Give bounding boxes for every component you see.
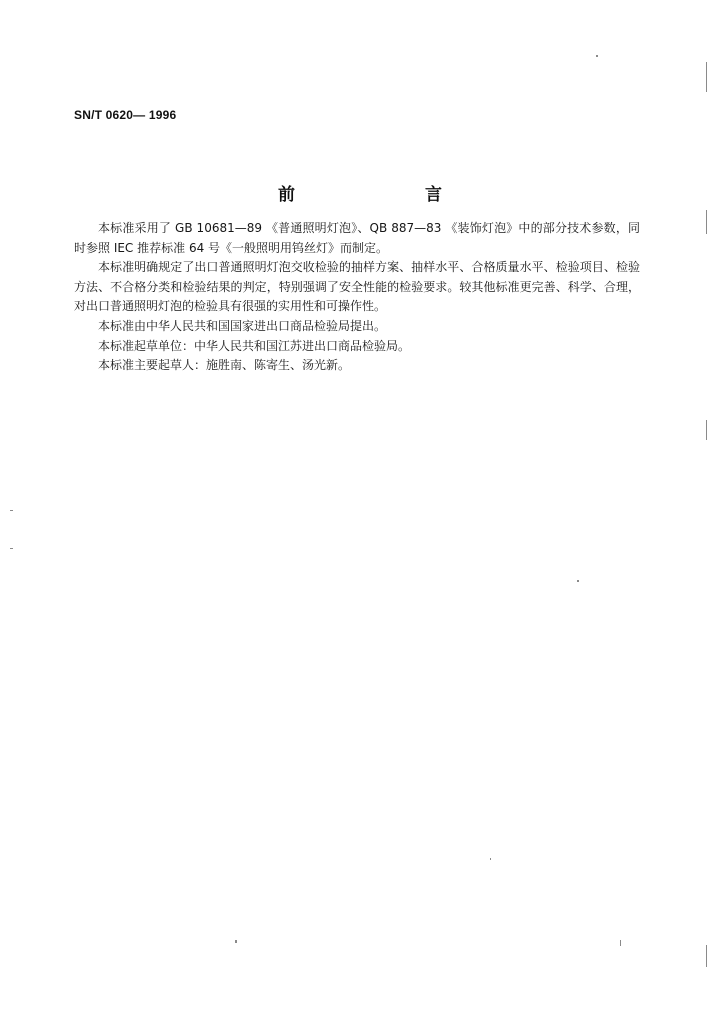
foreword-body: [74, 219, 640, 376]
scan-speck: [620, 940, 621, 946]
scan-edge-mark: [706, 62, 707, 92]
scan-speck: [490, 858, 491, 860]
scan-speck: [10, 510, 13, 511]
paragraph: 本标准主要起草人：施胜南、陈寄生、汤光新。: [98, 358, 351, 373]
standard-code: SN/T 0620— 1996: [74, 108, 177, 122]
paragraph: 本标准起草单位：中华人民共和国江苏进出口商品检验局。: [98, 338, 411, 353]
page-title: 前 言: [278, 185, 504, 205]
scan-edge-mark: [706, 420, 707, 440]
scan-edge-mark: [706, 210, 707, 234]
scan-speck: [596, 55, 598, 57]
scan-edge-mark: [706, 945, 707, 967]
scan-speck: [577, 580, 579, 582]
paragraph: 本标准明确规定了出口普通照明灯泡交收检验的抽样方案、抽样水平、合格质量水平、检验项目、检验方法、不合格分类和检验结果的判定，特别强调了安全性能的检验要求。较其他标准更完善、科学、合理，对出口普通照明灯泡的检验具有很强的实用性和可操作性。: [74, 260, 640, 314]
paragraph: 本标准采用了 GB 10681—89 《普通照明灯泡》、QB 887—83 《装饰灯泡》中的部分技术参数，同时参照 IEC 推荐标准 64 号《一般照明用钨丝灯》而制定。: [74, 221, 640, 255]
scan-speck: [235, 940, 237, 943]
scan-speck: [10, 548, 13, 549]
paragraph: 本标准由中华人民共和国国家进出口商品检验局提出。: [98, 318, 387, 333]
